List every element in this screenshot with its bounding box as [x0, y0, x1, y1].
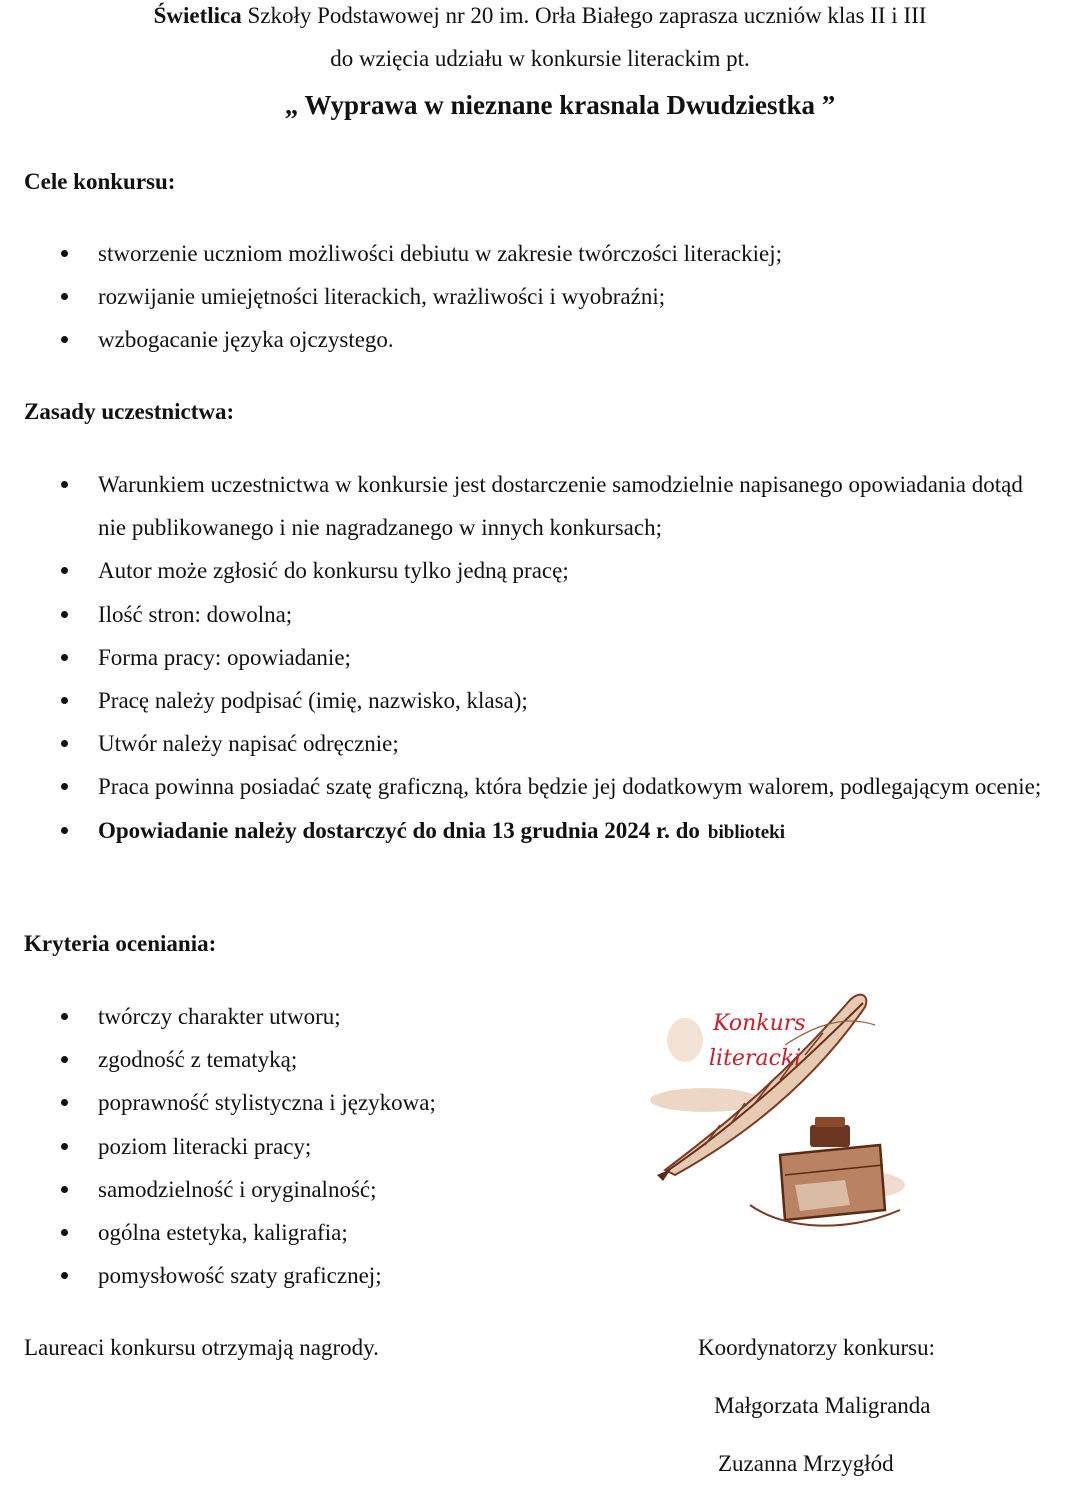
list-item: zgodność z tematyką; [0, 1038, 640, 1081]
coordinator-name: Zuzanna Mrzygłód [718, 1451, 894, 1476]
bullet-icon [61, 1272, 68, 1279]
goals-heading: Cele konkursu: [24, 169, 176, 194]
bullet-icon [61, 1229, 68, 1236]
list-item: ogólna estetyka, kaligrafia; [0, 1211, 640, 1254]
contest-illustration [645, 985, 910, 1237]
bullet-icon [61, 740, 68, 747]
bullet-icon [61, 336, 68, 343]
bullet-icon [61, 1143, 68, 1150]
list-item: poziom literacki pracy; [0, 1125, 640, 1168]
quill-and-inkwell-icon [645, 985, 910, 1237]
contest-title: „ Wyprawa w nieznane krasnala Dwudziestka ” [284, 90, 836, 120]
list-item: Praca powinna posiadać szatę graficzną, która będzie jej dodatkowym walorem, podlegającym ocenie; [0, 765, 1080, 808]
criteria-heading: Kryteria oceniania: [24, 931, 217, 956]
header-invitation: Szkoły Podstawowej nr 20 im. Orła Białego zaprasza uczniów klas II i III [241, 3, 927, 28]
rules-heading: Zasady uczestnictwa: [24, 399, 235, 424]
deadline-item: Opowiadanie należy dostarczyć do dnia 13 grudnia 2024 r. do biblioteki [0, 809, 1080, 854]
bullet-icon [61, 697, 68, 704]
list-item: wzbogacanie języka ojczystego. [0, 318, 1080, 361]
criteria-list [0, 995, 640, 1297]
deadline-place: biblioteki [707, 821, 785, 843]
list-item: poprawność stylistyczna i językowa; [0, 1081, 640, 1124]
list-item: stworzenie uczniom możliwości debiutu w zakresie twórczości literackiej; [0, 232, 1080, 275]
rules-list [0, 463, 1080, 854]
list-item: samodzielność i oryginalność; [0, 1168, 640, 1211]
coordinators-label: Koordynatorzy konkursu: [698, 1335, 935, 1360]
header-org-name: Świetlica [153, 3, 242, 28]
coordinator-name: Małgorzata Maligranda [714, 1393, 931, 1418]
goals-list [0, 232, 1080, 362]
bullet-icon [61, 611, 68, 618]
list-item: Warunkiem uczestnictwa w konkursie jest dostarczenie samodzielnie napisanego opowiadania dotąd nie publikowanego i nie nagradzanego w innych konkursach; [0, 463, 1080, 549]
bullet-icon [61, 567, 68, 574]
bullet-icon [61, 783, 68, 790]
bullet-icon [61, 827, 68, 834]
bullet-icon [61, 1056, 68, 1063]
bullet-icon [61, 654, 68, 661]
image-text-line2: literacki [709, 1046, 802, 1071]
list-item: rozwijanie umiejętności literackich, wrażliwości i wyobraźni; [0, 275, 1080, 318]
bullet-icon [61, 250, 68, 257]
list-item: Ilość stron: dowolna; [0, 593, 1080, 636]
bullet-icon [61, 1013, 68, 1020]
list-item: Autor może zgłosić do konkursu tylko jedną pracę; [0, 549, 1080, 592]
bullet-icon [61, 1099, 68, 1106]
image-text-line1: Konkurs [713, 1011, 806, 1036]
bullet-icon [61, 481, 68, 488]
list-item: Forma pracy: opowiadanie; [0, 636, 1080, 679]
list-item: pomysłowość szaty graficznej; [0, 1254, 640, 1297]
prizes-note: Laureaci konkursu otrzymają nagrody. [24, 1335, 379, 1360]
bullet-icon [61, 293, 68, 300]
bullet-icon [61, 1186, 68, 1193]
list-item: Utwór należy napisać odręcznie; [0, 722, 1080, 765]
header-line-2: do wzięcia udziału w konkursie literackim pt. [330, 46, 750, 71]
header-line-1 [0, 2, 1080, 30]
list-item: Pracę należy podpisać (imię, nazwisko, klasa); [0, 679, 1080, 722]
list-item: twórczy charakter utworu; [0, 995, 640, 1038]
